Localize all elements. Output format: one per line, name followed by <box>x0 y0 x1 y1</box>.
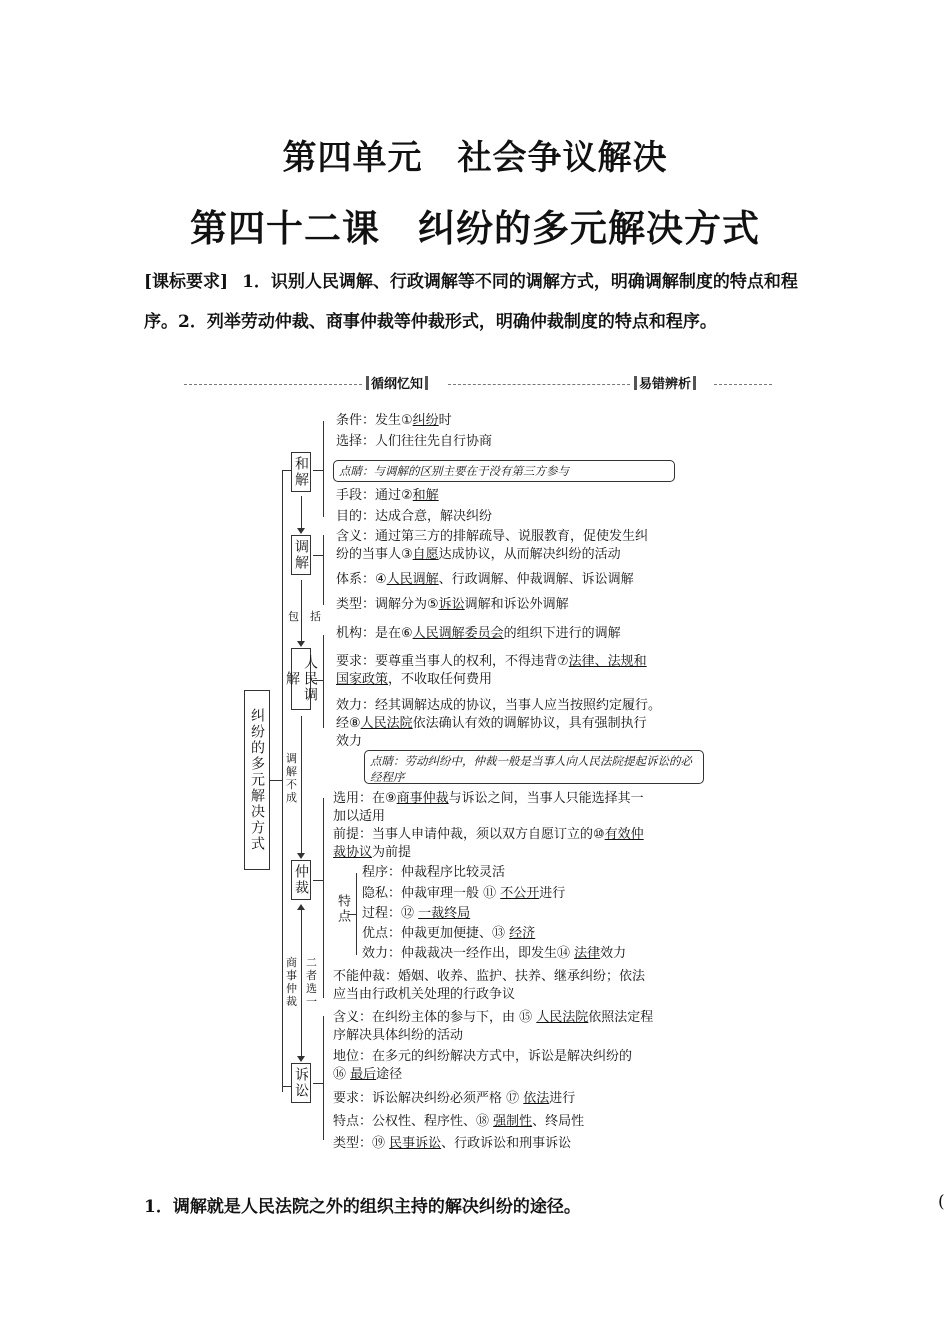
hejie-note: 点睛：与调解的区别主要在于没有第三方参与 <box>333 460 675 482</box>
hejie-means: 手段：通过②和解 <box>336 488 439 503</box>
node-susong: 诉讼 <box>291 1063 311 1103</box>
tag-errors: 易错辨析 <box>632 375 698 395</box>
zhongcai-select-1: 选用：在⑨商事仲裁与诉讼之间，当事人只能选择其一 <box>333 791 644 806</box>
susong-def-1: 含义：在纠纷主体的参与下，由 ⑮ 人民法院依照法定程 <box>333 1010 654 1025</box>
zhongcai-exclusion-2: 应当由行政机关处理的行政争议 <box>333 987 516 1002</box>
zhongcai-select-2: 加以适用 <box>333 809 386 824</box>
hejie-condition: 条件：发生①纠纷时 <box>336 413 452 428</box>
tiaojie-def-1: 含义：通过第三方的排解疏导、说服教育，促使发生纠 <box>336 529 649 544</box>
tag-review: 循纲忆知 <box>364 375 430 395</box>
zhongcai-premise-1: 前提：当事人申请仲裁，须以双方自愿订立的⑩有效仲 <box>333 827 644 842</box>
susong-def-2: 序解决具体纠纷的活动 <box>333 1028 464 1043</box>
renmin-req-1: 要求：要尊重当事人的权利，不得违背⑦法律、法规和 <box>336 654 647 669</box>
susong-status-1: 地位：在多元的纠纷解决方式中，诉讼是解决纠纷的 <box>333 1049 633 1064</box>
question-1: 1．调解就是人民法院之外的组织主持的解决纠纷的途径。 <box>144 1197 581 1217</box>
susong-requirement: 要求：诉讼解决纠纷必须严格 ⑰ 依法进行 <box>333 1091 576 1106</box>
renmin-effect-1: 效力：经其调解达成的协议，当事人应当按照约定履行。 <box>336 698 662 713</box>
renmin-note: 点睛：劳动纠纷中，仲裁一般是当事人向人民法院提起诉讼的必经程序 <box>364 750 704 784</box>
node-hejie: 和解 <box>291 452 311 492</box>
tiaojie-type: 类型：调解分为⑤诉讼调解和诉讼外调解 <box>336 597 569 612</box>
label-shangshi: 商事仲裁 <box>286 956 297 1008</box>
susong-types: 类型：⑲ 民事诉讼、行政诉讼和刑事诉讼 <box>333 1136 572 1151</box>
tiaojie-system: 体系：④人民调解、行政调解、仲裁调解、诉讼调解 <box>336 572 634 587</box>
requirement-label: [课标要求] <box>144 272 229 292</box>
feature-procedure: 程序：仲裁程序比较灵活 <box>362 865 506 880</box>
feature-privacy: 隐私：仲裁审理一般 ⑪ 不公开进行 <box>362 886 566 901</box>
susong-features: 特点：公权性、程序性、⑱ 强制性、终局性 <box>333 1114 585 1129</box>
feature-process: 过程：⑫ 一裁终局 <box>362 906 471 921</box>
answer-paren: ( <box>938 1192 945 1212</box>
label-tiaojie-bucheng: 调解不成 <box>286 752 297 804</box>
root-node: 纠纷的多元解决方式 <box>244 690 270 870</box>
renmin-req-2: 国家政策，不收取任何费用 <box>336 672 493 687</box>
unit-title: 第四单元 社会争议解决 <box>282 138 668 178</box>
susong-status-2: ⑯ 最后途径 <box>333 1067 403 1082</box>
feature-effect: 效力：仲裁裁决一经作出，即发生⑭ 法律效力 <box>362 946 627 961</box>
node-renmin: 人民调解 <box>291 648 311 710</box>
renmin-effect-3: 效力 <box>336 734 363 749</box>
label-erzhe: 二者选一 <box>306 956 317 1008</box>
node-tiaojie: 调解 <box>291 535 311 575</box>
zhongcai-features-label: 特点 <box>335 894 350 924</box>
zhongcai-exclusion-1: 不能仲裁：婚姻、收养、监护、扶养、继承纠纷；依法 <box>333 969 646 984</box>
node-zhongcai: 仲裁 <box>291 860 311 900</box>
feature-advantage: 优点：仲裁更加便捷、⑬ 经济 <box>362 926 536 941</box>
requirement-text: 1．识别人民调解、行政调解等不同的调解方式，明确调解制度的特点和程序。2．列举劳动仲裁、商事仲裁等仲裁形式，明确仲裁制度的特点和程序。 <box>144 272 798 332</box>
zhongcai-premise-2: 裁协议为前提 <box>333 845 412 860</box>
renmin-organ: 机构：是在⑥人民调解委员会的组织下进行的调解 <box>336 626 621 641</box>
lesson-title: 第四十二课 纠纷的多元解决方式 <box>190 206 760 250</box>
hejie-purpose: 目的：达成合意，解决纠纷 <box>336 509 493 524</box>
tiaojie-def-2: 纷的当事人③自愿达成协议，从而解决纠纷的活动 <box>336 547 621 562</box>
label-baokuo: 包 括 <box>288 610 321 623</box>
hejie-choice: 选择：人们往往先自行协商 <box>336 434 493 449</box>
renmin-effect-2: 经⑧人民法院依法确认有效的调解协议，具有强制执行 <box>336 716 647 731</box>
